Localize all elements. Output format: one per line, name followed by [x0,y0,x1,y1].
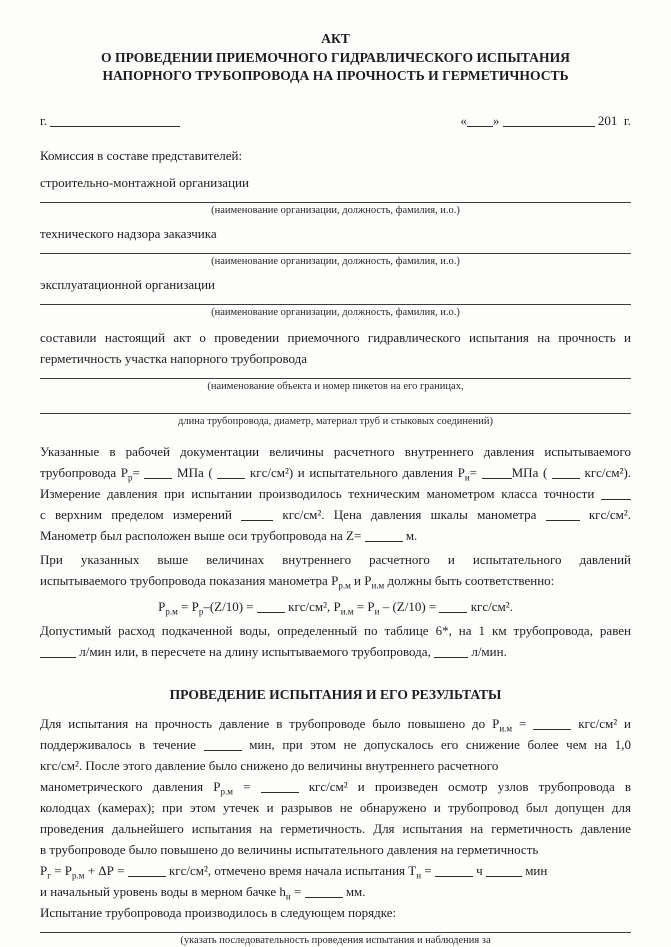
fill-in-blank [486,864,522,877]
fill-in-blank [546,508,580,521]
text-line: Испытание трубопровода производилось в следующем порядке: [40,904,397,920]
text-line: При указанных выше величинах внутреннего расчетного и испытательного давлений [40,551,631,567]
subscript: г [47,870,51,881]
text-line: поддерживалось в течение мин, при этом не допускалось его снижение более чем на 1,0 [40,736,631,752]
text-line: герметичность участка напорного трубопровода [40,350,308,366]
fill-in-blank [552,466,580,479]
text-line: манометрического давления $Р_{р.м} = кгс/см^2$ и произведен осмотр узлов трубопровода в [40,778,631,797]
subscript: н [285,891,291,902]
text-line: трубопровода $Р_р=$ МПа ( кгс/см²) и испытательного давления $Р_и=$ МПа ( кгс/см²). [40,464,632,483]
title-line-1: АКТ [321,31,350,46]
title-line-3: НАПОРНОГО ТРУБОПРОВОДА НА ПРОЧНОСТЬ И ГЕРМЕТИЧНОСТЬ [102,68,569,83]
procedure-block [40,932,631,947]
object-description-block [40,378,631,428]
fill-in-caption: длина трубопровода, диаметр, материал труб и стыковых соединений) [178,415,493,427]
date-field: « » 201 г. [460,112,631,128]
title-line-2: О ПРОВЕДЕНИИ ПРИЕМОЧНОГО ГИДРАВЛИЧЕСКОГО ИСПЫТАНИЯ [101,49,570,65]
fill-in-blank [533,717,571,730]
pressure-formula: $Р_{р.м} = Р_р-(Z/10) = кгс/см^2$, $Р_{и.м} = Р_и - (Z/10) = кгс/см^2$. [158,598,513,617]
text-line: в трубопроводе было повышено до величины испытательного давления на герметичность [40,841,539,857]
fill-in-blank [482,466,512,479]
fill-in-caption: (наименование организации, должность, фамилия, и.о.) [211,204,460,216]
fill-in-caption: (наименование объекта и номер пикетов на его границах, [207,380,464,392]
text-line: Для испытания на прочность давление в трубопроводе было повышено до $Р_{и.м} = кгс/см^2$ и [40,715,632,734]
results-section-heading: ПРОВЕДЕНИЕ ИСПЫТАНИЯ И ЕГО РЕЗУЛЬТАТЫ [169,686,502,702]
subscript: и.м [499,723,513,734]
subscript: н [416,870,422,881]
fill-in-blank [365,529,403,542]
gauge-readings-paragraph [40,549,631,591]
text-line: с верхним пределом измерений кгс/см². Цена давления шкалы манометра кгс/см². [40,506,631,522]
text-line: Измерение давления при испытании производилось техническим манометром класса точности [40,483,631,504]
fill-in-blank [257,600,285,613]
fill-in-blank [434,645,468,658]
text-line: испытываемого трубопровода показания манометра $Р_{р.м}$ и $Р_{и.м}$ должны быть соответственно: [40,572,555,591]
fill-in-blank [305,885,343,898]
fill-in-blank [261,780,299,793]
text-line: колодцах (камерах); при этом утечек и разрывов не обнаружено и трубопровод был допущен для [40,799,631,815]
subscript: р.м [165,606,178,617]
fill-in-blank [241,508,273,521]
fill-in-blank [128,864,166,877]
commission-intro: Комиссия в составе представителей: [40,147,243,163]
fill-in-blank [439,600,467,613]
fill-in-caption: (указать последовательность проведения испытания и наблюдения за [180,934,491,946]
city-field: г. [40,110,180,131]
representative-role: технического надзора заказчика [40,225,217,241]
subscript: и [374,606,380,617]
representative-block [40,274,631,319]
text-line: $Р_г = Р_{р.м} + \Delta Р = кгс/см^2$, отмечено время начала испытания $Т_н = ч$ мин [40,862,548,881]
subscript: и.м [340,606,354,617]
subscript: р.м [72,870,85,881]
fill-in-caption: (наименование организации, должность, фамилия, и.о.) [211,306,460,318]
subscript: и.м [371,580,385,591]
text-line: л/мин или, в пересчете на длину испытываемого трубопровода, л/мин. [40,641,631,662]
allowed-flow-paragraph [40,620,631,662]
fill-in-blank [435,864,473,877]
text-line: проведения дальнейшего испытания на герметичность. Для испытания на герметичность давление [40,820,631,836]
text-line: Допустимый расход подкаченной воды, определенный по таблице 6*, на 1 км трубопровода, равен [40,622,631,638]
fill-in-blank [50,114,180,127]
document-title [40,30,631,86]
fill-in-blank [204,738,242,751]
text-line: Манометр был расположен выше оси трубопровода на Z= м. [40,527,418,543]
representative-role: строительно-монтажной организации [40,174,249,190]
subscript: р.м [220,786,233,797]
fill-in-blank [217,466,245,479]
text-line: Указанные в рабочей документации величины расчетного внутреннего давления испытываемого [40,443,631,459]
subscript: р.м [338,580,351,591]
representative-role: эксплуатационной организации [40,276,215,292]
representative-block [40,223,631,268]
fill-in-blank [40,645,76,658]
subscript: р [127,472,133,483]
text-line: и начальный уровень воды в мерном бачке $h_н$ = мм. [40,883,366,902]
fill-in-blank [503,114,595,127]
text-line: кгс/см². После этого давление было снижено до величины внутреннего расчетного [40,757,499,773]
fill-in-caption: (наименование организации, должность, фамилия, и.о.) [211,255,460,267]
fill-in-blank [467,114,493,127]
city-date-row [40,110,631,131]
text-line: составили настоящий акт о проведении приемочного гидравлического испытания на прочность и [40,329,631,345]
fill-in-blank [144,466,172,479]
test-results-paragraph [40,713,631,923]
subscript: и [464,472,470,483]
act-statement [40,327,631,369]
subscript: р [198,606,204,617]
fill-in-blank [601,487,631,500]
pressure-paragraph [40,441,631,546]
representative-block [40,172,631,217]
